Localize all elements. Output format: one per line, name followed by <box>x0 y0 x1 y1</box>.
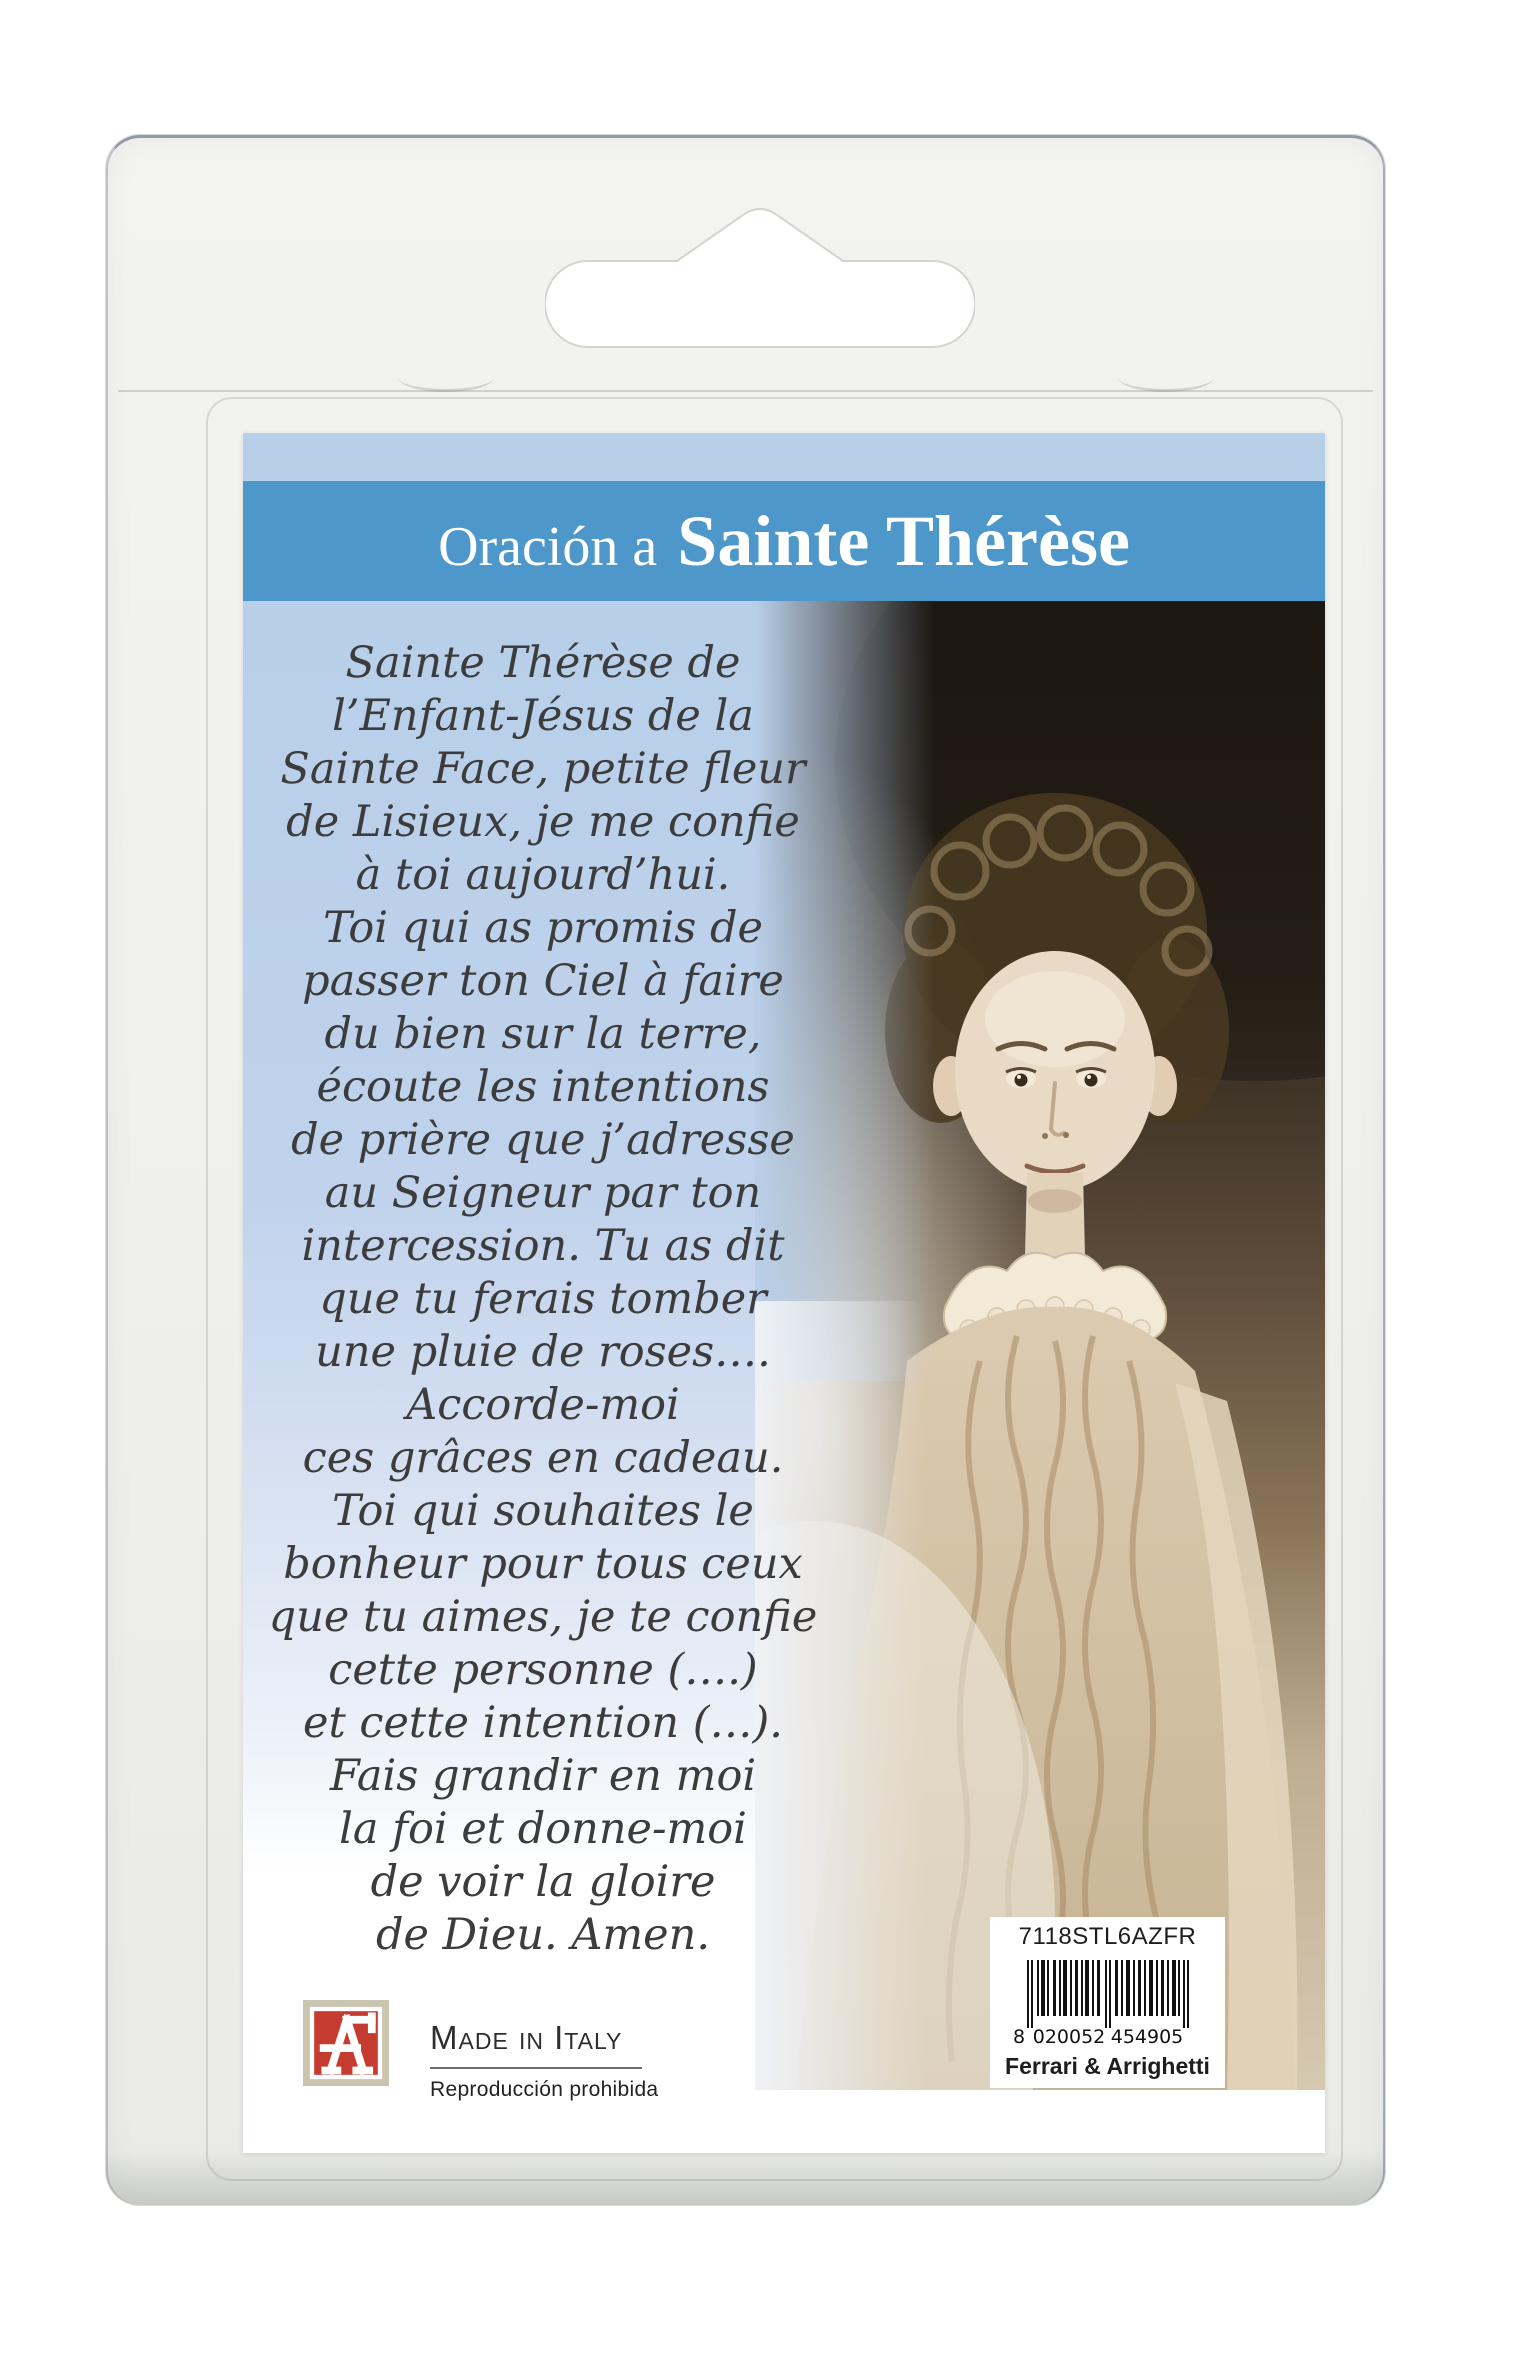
prayer-line: de Lisieux, je me confie <box>286 797 800 847</box>
prayer-line: que tu ferais tomber <box>319 1274 767 1324</box>
blister-seam <box>118 390 1373 392</box>
prayer-line: la foi et donne-moi <box>339 1804 747 1854</box>
title-bar <box>243 481 1325 601</box>
prayer-line: Fais grandir en moi <box>329 1751 757 1801</box>
prayer-card <box>243 433 1325 2153</box>
made-in-italy-text: Made in Italy <box>430 2019 623 2056</box>
barcode <box>1013 1958 1203 2046</box>
prayer-line: de Dieu. Amen. <box>376 1910 710 1960</box>
ean-left-group: 020052 <box>1032 2026 1105 2046</box>
prayer-line: une pluie de roses…. <box>315 1327 771 1377</box>
prayer-line: écoute les intentions <box>316 1062 770 1112</box>
prayer-line: du bien sur la terre, <box>324 1009 762 1059</box>
prayer-line: intercession. Tu as dit <box>301 1221 785 1271</box>
prayer-line: l’Enfant-Jésus de la <box>332 691 754 741</box>
card-top-band <box>243 433 1325 481</box>
prayer-line: de prière que j’adresse <box>291 1115 795 1165</box>
publisher-name: Ferrari & Arrighetti <box>1005 2053 1210 2079</box>
blister-bottom-wall <box>106 2151 1385 2205</box>
prayer-line: bonheur pour tous ceux <box>283 1539 803 1589</box>
title-prefix: Oración a <box>438 516 658 578</box>
mold-notch <box>398 363 494 392</box>
prayer-line: Accorde-moi <box>406 1380 680 1430</box>
hang-hole <box>545 207 975 349</box>
divider-line <box>430 2067 642 2069</box>
prayer-line: cette personne (….) <box>328 1645 758 1695</box>
card-content <box>243 601 1325 2153</box>
prayer-line: passer ton Ciel à faire <box>302 956 784 1006</box>
prayer-text <box>243 637 843 1962</box>
prayer-line: Sainte Face, petite fleur <box>280 744 806 794</box>
reproduction-notice: Reproducción prohibida <box>430 2078 659 2101</box>
made-in-italy-block <box>430 2019 690 2102</box>
prayer-line: que tu aimes, je te confie <box>268 1592 818 1642</box>
prayer-line: Sainte Thérèse de <box>345 638 741 688</box>
prayer-line: et cette intention (…). <box>303 1698 783 1748</box>
mold-notch <box>1118 363 1214 392</box>
prayer-line: de voir la gloire <box>370 1857 716 1907</box>
ean-first-digit: 8 <box>1012 2026 1025 2046</box>
title-saint-name: Sainte Thérèse <box>677 501 1130 581</box>
barcode-label <box>990 1917 1225 2088</box>
ean-right-group: 454905 <box>1110 2026 1183 2046</box>
prayer-line: à toi aujourd’hui. <box>355 850 731 900</box>
prayer-line: Toi qui as promis de <box>323 903 763 953</box>
prayer-line: ces grâces en cadeau. <box>302 1433 784 1483</box>
prayer-line: Toi qui souhaites le <box>332 1486 754 1536</box>
prayer-line: au Seigneur par ton <box>324 1168 762 1218</box>
publisher-logo <box>303 2000 389 2086</box>
product-code: 7118STL6AZFR <box>1018 1923 1197 1950</box>
